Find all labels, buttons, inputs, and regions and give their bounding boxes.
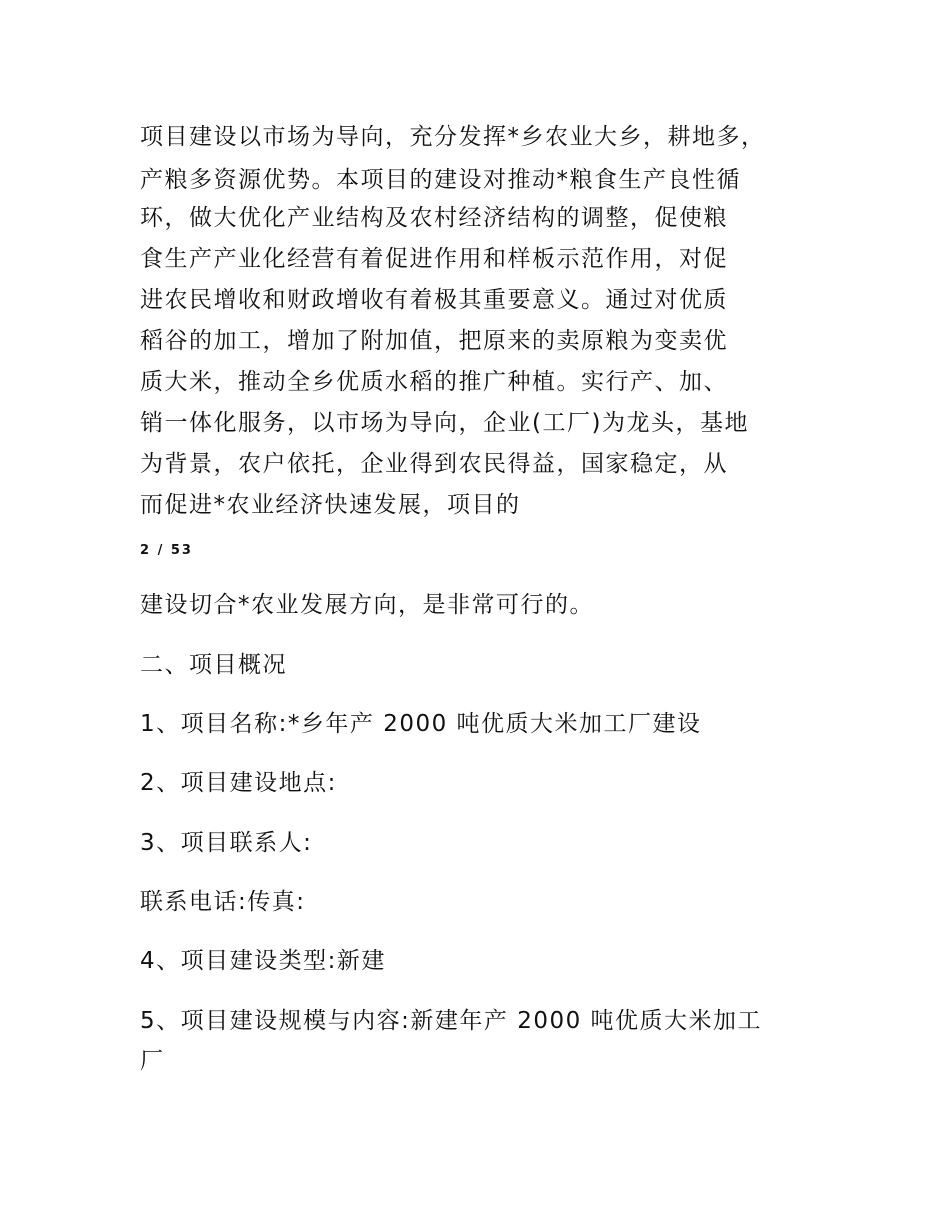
section-heading: 二、项目概况 bbox=[140, 652, 287, 678]
paragraph-line: 项目建设以市场为导向，充分发挥*乡农业大乡，耕地多， bbox=[140, 124, 766, 150]
continuation-text: 建设切合*农业发展方向，是非常可行的。 bbox=[140, 592, 594, 618]
paragraph-line: 质大米，推动全乡优质水稻的推广种植。实行产、加、 bbox=[140, 369, 728, 395]
paragraph-line: 产粮多资源优势。本项目的建设对推动*粮食生产良性循 bbox=[140, 167, 741, 193]
paragraph-line: 进农民增收和财政增收有着极其重要意义。通过对优质 bbox=[140, 287, 728, 313]
project-type-item: 4、项目建设类型:新建 bbox=[140, 948, 386, 974]
paragraph-line: 环，做大优化产业结构及农村经济结构的调整，促使粮 bbox=[140, 205, 728, 231]
contact-phone-fax: 联系电话:传真: bbox=[140, 889, 306, 915]
page-number: 2 / 53 bbox=[140, 543, 193, 558]
project-contact-item: 3、项目联系人: bbox=[140, 830, 313, 856]
project-scale-item: 5、项目建设规模与内容:新建年产 2000 吨优质大米加工 bbox=[140, 1008, 763, 1034]
paragraph-line: 为背景，农户依托，企业得到农民得益，国家稳定，从 bbox=[140, 451, 728, 477]
project-scale-item-continued: 厂 bbox=[140, 1048, 165, 1074]
project-name-item: 1、项目名称:*乡年产 2000 吨优质大米加工厂建设 bbox=[140, 711, 702, 737]
paragraph-line: 而促进*农业经济快速发展，项目的 bbox=[140, 492, 521, 518]
paragraph-line: 稻谷的加工，增加了附加值，把原来的卖原粮为变卖优 bbox=[140, 328, 728, 354]
project-location-item: 2、项目建设地点: bbox=[140, 770, 337, 796]
paragraph-line: 食生产产业化经营有着促进作用和样板示范作用，对促 bbox=[140, 246, 728, 272]
paragraph-line: 销一体化服务，以市场为导向，企业(工厂)为龙头，基地 bbox=[140, 410, 749, 436]
